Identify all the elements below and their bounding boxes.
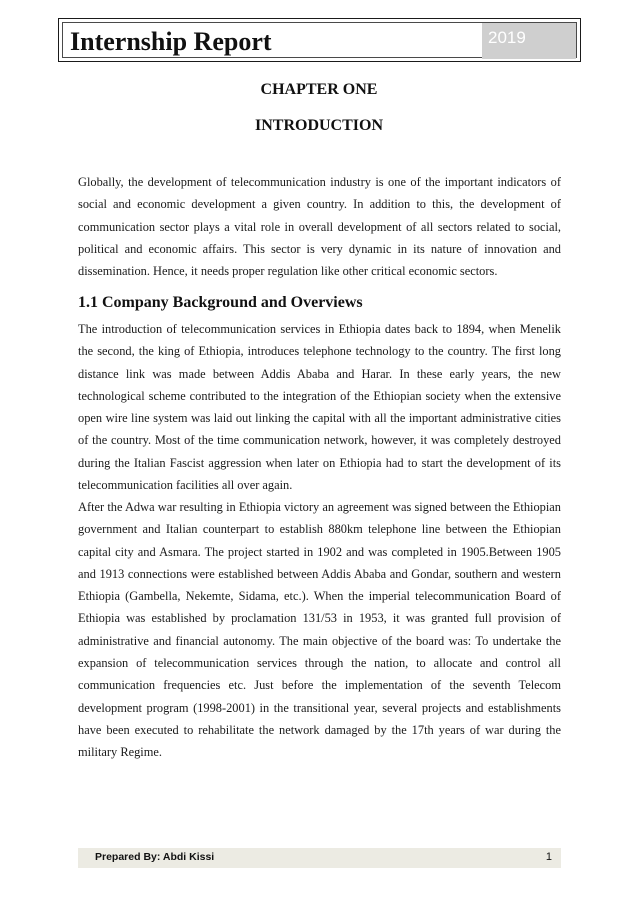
report-header <box>58 18 581 62</box>
page-footer <box>78 848 561 868</box>
section-paragraph-1: The introduction of telecommunication services in Ethiopia dates back to 1894, when Menelik the second, the king of Ethiopia, introduces telephone technology to the country. The first long distance link was made between Addis Ababa and Harar. In these early years, the new technological scheme contributed to the integration of the Ethiopian society when the extensive open wire line system was laid out linking the capital with all the important administrative cities of the country. Most of the time communication network, however, it was completely destroyed during the Italian Fascist aggression when later on Ethiopia had to start the development of its telecommunication facilities all over again. <box>78 322 561 493</box>
year-box <box>482 23 576 59</box>
report-title: Internship Report <box>70 27 272 56</box>
chapter-number: CHAPTER ONE <box>260 81 378 98</box>
report-year: 2019 <box>488 28 526 47</box>
page-number: 1 <box>545 851 552 863</box>
section-paragraph-2: After the Adwa war resulting in Ethiopia victory an agreement was signed between the Ethiopian government and Italian counterpart to establish 880km telephone line between the Ethiopian capital city and Asmara. The project started in 1902 and was completed in 1905.Between 1905 and 1913 connections were established between Addis Ababa and Gondar, southern and western Ethiopia (Gambella, Nekemte, Sidama, etc.). When the imperial telecommunication Board of Ethiopia was established by proclamation 131/53 in 1953, it was granted full provision of administrative and financial autonomy. The main objective of the board was: To undertake the expansion of telecommunication services through the nation, to allocate and control all communication frequencies etc. Just before the implementation of the seventh Telecom development program (1998-2001) in the transitional year, several projects and establishments have been executed to rehabilitate the network damaged by the 17th years of war during the military Regime. <box>78 500 561 760</box>
section-heading: 1.1 Company Background and Overviews <box>78 294 363 311</box>
intro-paragraph: Globally, the development of telecommunication industry is one of the important indicators of social and economic development a given country. In addition to this, the development of communication sector plays a vital role in overall development of all sectors related to social, political and economic affairs. This sector is very dynamic in its nature of innovation and dissemination. Hence, it needs proper regulation like other critical economic sectors. <box>78 175 561 279</box>
chapter-title: INTRODUCTION <box>254 117 383 134</box>
header-frame <box>62 22 577 58</box>
prepared-by: Prepared By: Abdi Kissi <box>95 851 215 863</box>
